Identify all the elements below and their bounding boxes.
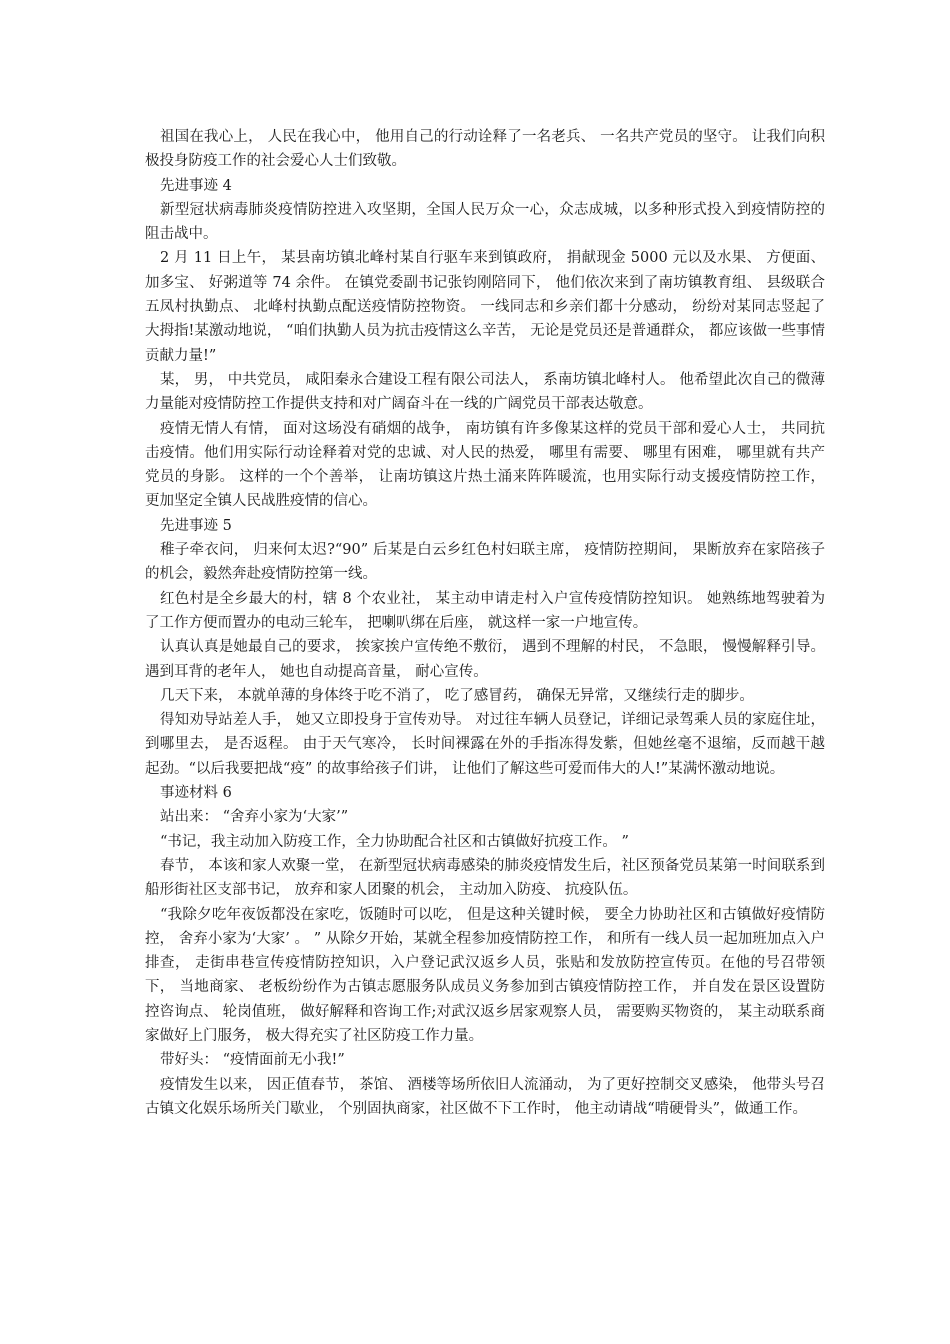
paragraph-text: 红色村是全乡最大的村，辖 8 个农业社， 某主动申请走村入户宣传疫情防控知识。 她熟练地驾驶着为了工作方便而置办的电动三轮车， 把喇叭绑在后座， 就这样一家一户地宣传。 bbox=[145, 590, 825, 631]
paragraph-text: “我除夕吃年夜饭都没在家吃，饭随时可以吃， 但是这种关键时候， 要全力协助社区和古镇做好疫情防控， 舍弃小家为‘大家’ 。 ” 从除夕开始，某就全程参加疫情防控工作， 和所有一线人员一起加班加点入户排查， 走街串巷宣传疫情防控知识，入户登记武汉返乡人员，张贴和发放防控宣传页。在他的号召带领下， 当地商家、 老板纷纷作为古镇志愿服务队成员义务参加到古镇疫情防控工作， 并自发在景区设置防控咨询点、 轮岗值班， 做好解释和咨询工作;对武汉返乡居家观察人员， 需要购买物资的， 某主动联系商家做好上门服务， 极大得充实了社区防疫工作力量。 bbox=[145, 906, 825, 1044]
paragraph-text: 新型冠状病毒肺炎疫情防控进入攻坚期，全国人民万众一心，众志成城，以多种形式投入到疫情防控的阻击战中。 bbox=[145, 201, 825, 243]
section-heading: 先进事迹 5 bbox=[160, 517, 232, 534]
paragraph-text: 疫情发生以来， 因正值春节， 茶馆、 酒楼等场所依旧人流涌动， 为了更好控制交叉感染， 他带头号召古镇文化娱乐场所关门歇业， 个别固执商家，社区做不下工作时， 他主动请战“啃硬骨头”，做通工作。 bbox=[145, 1076, 825, 1117]
document-body bbox=[145, 125, 825, 1121]
section-heading: 先进事迹 4 bbox=[160, 177, 232, 194]
paragraph-text: 认真认真是她最自己的要求， 挨家挨户宣传绝不敷衍， 遇到不理解的村民， 不急眼， 慢慢解释引导。 遇到耳背的老年人， 她也自动提高音量， 耐心宣传。 bbox=[145, 639, 825, 680]
paragraph-text: 祖国在我心上， 人民在我心中， 他用自己的行动诠释了一名老兵、 一名共产党员的坚守。 让我们向积极投身防疫工作的社会爱心人士们致敬。 bbox=[145, 129, 825, 170]
section-heading: 事迹材料 6 bbox=[160, 785, 232, 802]
paragraph-text: 疫情无情人有情， 面对这场没有硝烟的战争， 南坊镇有许多像某这样的党员干部和爱心人士， 共同抗击疫情。他们用实际行动诠释着对党的忠诚、对人民的热爱， 哪里有需要、 哪里有困难， 哪里就有共产党员的身影。 这样的一个个善举， 让南坊镇这片热土涌来阵阵暖流，也用实际行动支援疫情防控工作， 更加坚定全镇人民战胜疫情的信心。 bbox=[145, 420, 825, 510]
paragraph-text: 稚子牵衣问， 归来何太迟?“90” 后某是白云乡红色村妇联主席， 疫情防控期间， 果断放弃在家陪孩子的机会，毅然奔赴疫情防控第一线。 bbox=[145, 542, 825, 583]
paragraph-text: 几天下来， 本就单薄的身体终于吃不消了， 吃了感冒药， 确保无异常，又继续行走的脚步。 bbox=[160, 687, 754, 704]
subheading-text: 站出来： “舍弃小家为‘大家’” bbox=[160, 809, 349, 826]
paragraph-text: “书记，我主动加入防疫工作，全力协助配合社区和古镇做好抗疫工作。 ” bbox=[160, 833, 629, 850]
subheading-text: 带好头： “疫情面前无小我!” bbox=[160, 1052, 345, 1069]
paragraph-text: 某， 男， 中共党员， 咸阳秦永合建设工程有限公司法人， 系南坊镇北峰村人。 他希望此次自己的微薄力量能对疫情防控工作提供支持和对广阔奋斗在一线的广阔党员干部表达敬意。 bbox=[145, 371, 825, 413]
paragraph-text: 得知劝导站差人手， 她又立即投身于宣传劝导。 对过往车辆人员登记，详细记录驾乘人员的家庭住址， 到哪里去， 是否返程。 由于天气寒冷， 长时间裸露在外的手指冻得发紫，但她丝毫不退缩，反而越干越起劲。“以后我要把战“疫” 的故事给孩子们讲， 让他们了解这些可爱而伟大的人!”某满怀激动地说。 bbox=[145, 712, 825, 777]
paragraph-text: 春节， 本该和家人欢聚一堂， 在新型冠状病毒感染的肺炎疫情发生后，社区预备党员某第一时间联系到船形街社区支部书记， 放弃和家人团聚的机会， 主动加入防疫、 抗疫队伍。 bbox=[145, 857, 825, 899]
paragraph-text: 2 月 11 日上午， 某县南坊镇北峰村某自行驱车来到镇政府， 捐献现金 5000 元以及水果、 方便面、 加多宝、 好粥道等 74 余件。 在镇党委副书记张钧刚陪同下， 他们依次来到了南坊镇教育组、 县级联合五凤村执勤点、 北峰村执勤点配送疫情防控物资。 一线同志和乡亲们都十分感动， 纷纷对某同志竖起了大拇指!某激动地说， “咱们执勤人员为抗击疫情这么辛苦， 无论是党员还是普通群众， 都应该做一些事情贡献力量!” bbox=[145, 250, 825, 364]
